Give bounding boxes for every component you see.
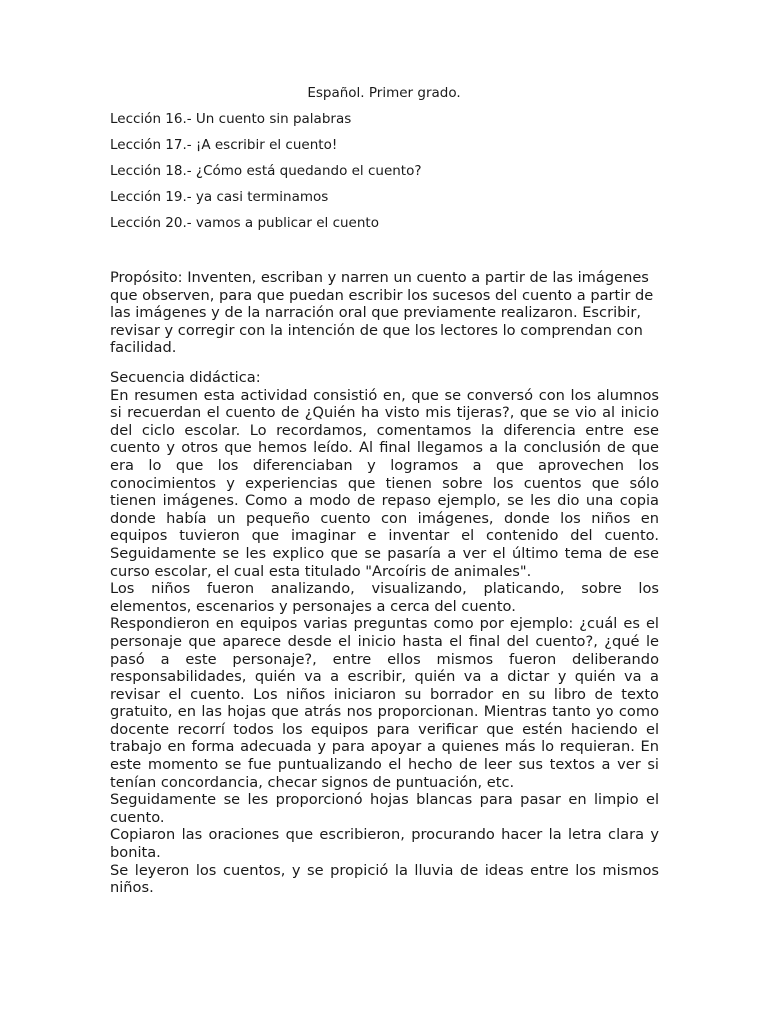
lesson-item: Lección 16.- Un cuento sin palabras [110, 111, 352, 127]
lesson-list [110, 110, 670, 240]
lesson-item: Lección 19.- ya casi terminamos [110, 189, 329, 205]
sequence-paragraph: Respondieron en equipos varias preguntas como por ejemplo: ¿cuál es el personaje que aparece desde el inicio hasta el final del cuento?, ¿qué le pasó a este personaje?, entre ellos mismos fueron deliberando responsabilidades, quién va a escribir, quién va a dictar y quién va a revisar el cuento. Los niños iniciaron su borrador en su libro de texto gratuito, en las hojas que atrás nos proporcionan. Mientras tanto yo como docente recorrí todos los equipos para verificar que estén haciendo el trabajo en forma adecuada y para apoyar a quienes más lo requieran. En este momento se fue puntualizando el hecho de leer sus textos a ver si tenían concordancia, checar signos de puntuación, etc. [110, 615, 659, 791]
sequence-heading: Secuencia didáctica: [110, 369, 261, 386]
lesson-item: Lección 20.- vamos a publicar el cuento [110, 215, 379, 231]
didactic-sequence-section [110, 369, 659, 897]
sequence-paragraph: Copiaron las oraciones que escribieron, procurando hacer la letra clara y bonita. [110, 826, 659, 862]
document-title: Español. Primer grado. [307, 85, 461, 101]
sequence-paragraph: Los niños fueron analizando, visualizando, platicando, sobre los elementos, escenarios y personajes a cerca del cuento. [110, 580, 659, 615]
lesson-item: Lección 18.- ¿Cómo está quedando el cuento? [110, 163, 422, 179]
purpose-paragraph: Propósito: Inventen, escriban y narren un cuento a partir de las imágenes que observen, para que puedan escribir los sucesos del cuento a partir de las imágenes y de la narración oral que previamente realizaron. Escribir, revisar y corregir con la intención de que los lectores lo comprendan con facilidad. [110, 269, 654, 357]
sequence-paragraph: Se leyeron los cuentos, y se propició la lluvia de ideas entre los mismos niños. [110, 861, 659, 897]
lesson-item: Lección 17.- ¡A escribir el cuento! [110, 137, 338, 153]
sequence-paragraph: Seguidamente se les proporcionó hojas blancas para pasar en limpio el cuento. [110, 791, 659, 826]
sequence-paragraph: En resumen esta actividad consistió en, que se conversó con los alumnos si recuerdan el cuento de ¿Quién ha visto mis tijeras?, que se vio al inicio del ciclo escolar. Lo recordamos, comentamos la diferencia entre ese cuento y otros que hemos leído. Al final llegamos a la conclusión de que era lo que los diferenciaban y logramos a que aprovechen los conocimientos y experiencias que tienen sobre los cuentos que sólo tienen imágenes. Como a modo de repaso ejemplo, se les dio una copia donde había un pequeño cuento con imágenes, donde los niños en equipos tuvieron que imaginar e inventar el contenido del cuento. Seguidamente se les explico que se pasaría a ver el último tema de ese curso escolar, el cual esta titulado "Arcoíris de animales". [110, 386, 659, 580]
